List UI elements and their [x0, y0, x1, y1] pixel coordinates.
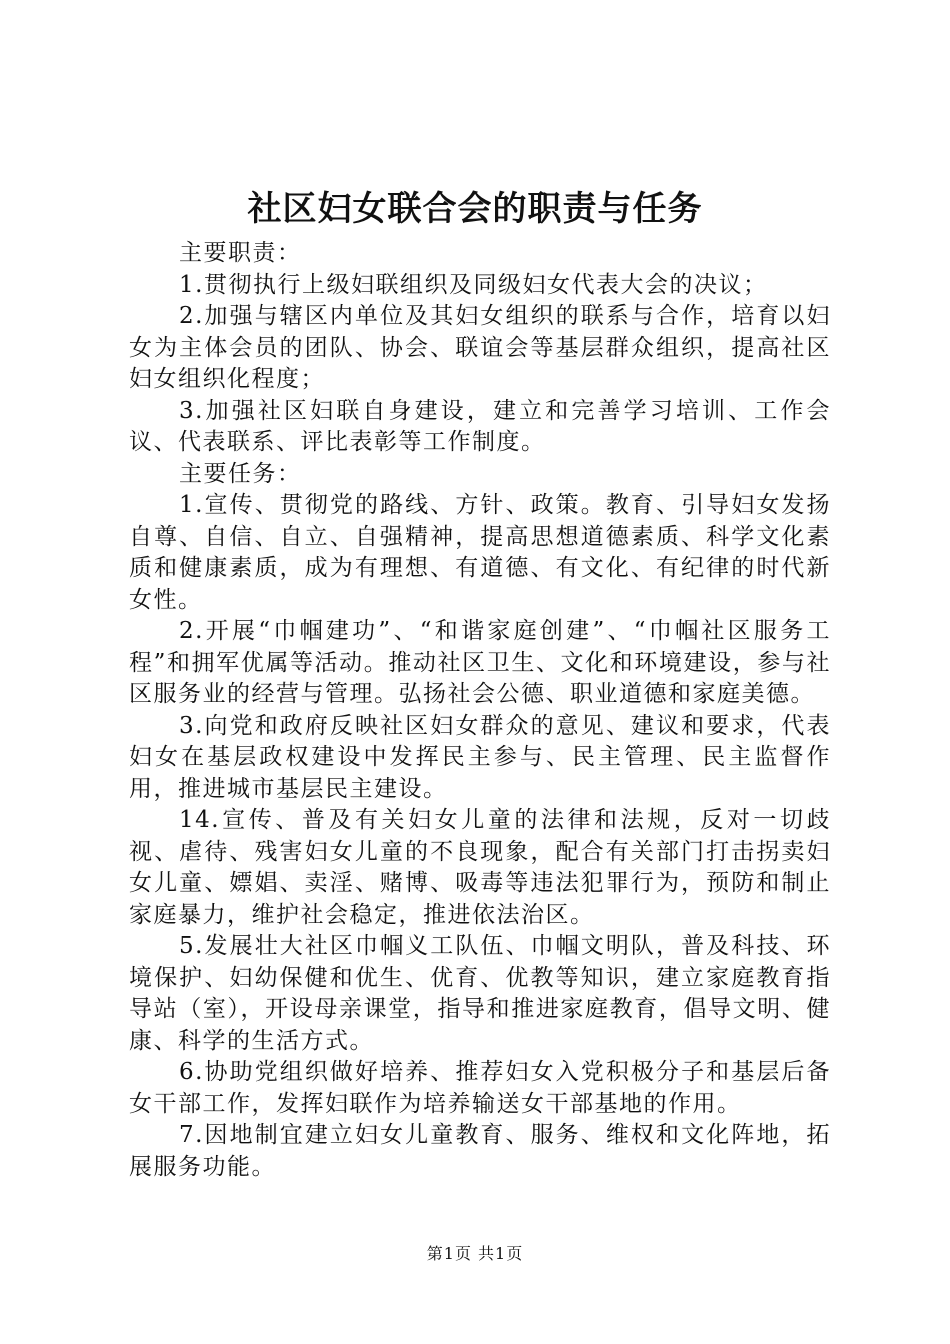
paragraph-task-2: 2.开展“巾帼建功”、“和谐家庭创建”、“巾帼社区服务工程”和拥军优属等活动。推动社区卫生、文化和环境建设，参与社区服务业的经营与管理。弘扬社会公德、职业道德和家庭美德。: [129, 618, 831, 707]
paragraph-duty-2: 2.加强与辖区内单位及其妇女组织的联系与合作，培育以妇女为主体会员的团队、协会、联谊会等基层群众组织，提高社区妇女组织化程度；: [129, 303, 831, 392]
paragraph-task-3: 3.向党和政府反映社区妇女群众的意见、建议和要求，代表妇女在基层政权建设中发挥民主参与、民主管理、民主监督作用，推进城市基层民主建设。: [129, 712, 831, 802]
paragraph-duty-3: 3.加强社区妇联自身建设，建立和完善学习培训、工作会议、代表联系、评比表彰等工作制度。: [129, 397, 831, 455]
paragraph-task-5: 5.发展壮大社区巾帼义工队伍、巾帼文明队，普及科技、环境保护、妇幼保健和优生、优育、优教等知识，建立家庭教育指导站（室），开设母亲课堂，指导和推进家庭教育，倡导文明、健康、科学的生活方式。: [129, 933, 831, 1054]
paragraph-task-1: 1.宣传、贯彻党的路线、方针、政策。教育、引导妇女发扬自尊、自信、自立、自强精神，提高思想道德素质、科学文化素质和健康素质，成为有理想、有道德、有文化、有纪律的时代新女性。: [129, 492, 831, 613]
paragraph-task-4: 14.宣传、普及有关妇女儿童的法律和法规，反对一切歧视、虐待、残害妇女儿童的不良现象，配合有关部门打击拐卖妇女儿童、嫖娼、卖淫、赌博、吸毒等违法犯罪行为，预防和制止家庭暴力，维护社会稳定，推进依法治区。: [129, 807, 831, 928]
paragraph-duty-1: 1.贯彻执行上级妇联组织及同级妇女代表大会的决议；: [179, 271, 768, 298]
paragraph-task-6: 6.协助党组织做好培养、推荐妇女入党积极分子和基层后备女干部工作，发挥妇联作为培养输送女干部基地的作用。: [129, 1059, 831, 1117]
paragraph-tasks-heading: 主要任务：: [179, 460, 302, 487]
page-number-footer: 第1页 共1页: [426, 1244, 524, 1263]
paragraph-duties-heading: 主要职责：: [179, 240, 302, 266]
document-title: 社区妇女联合会的职责与任务: [247, 189, 703, 229]
paragraph-task-7: 7.因地制宜建立妇女儿童教育、服务、维权和文化阵地，拓展服务功能。: [129, 1122, 831, 1180]
document-body: [129, 238, 831, 1183]
